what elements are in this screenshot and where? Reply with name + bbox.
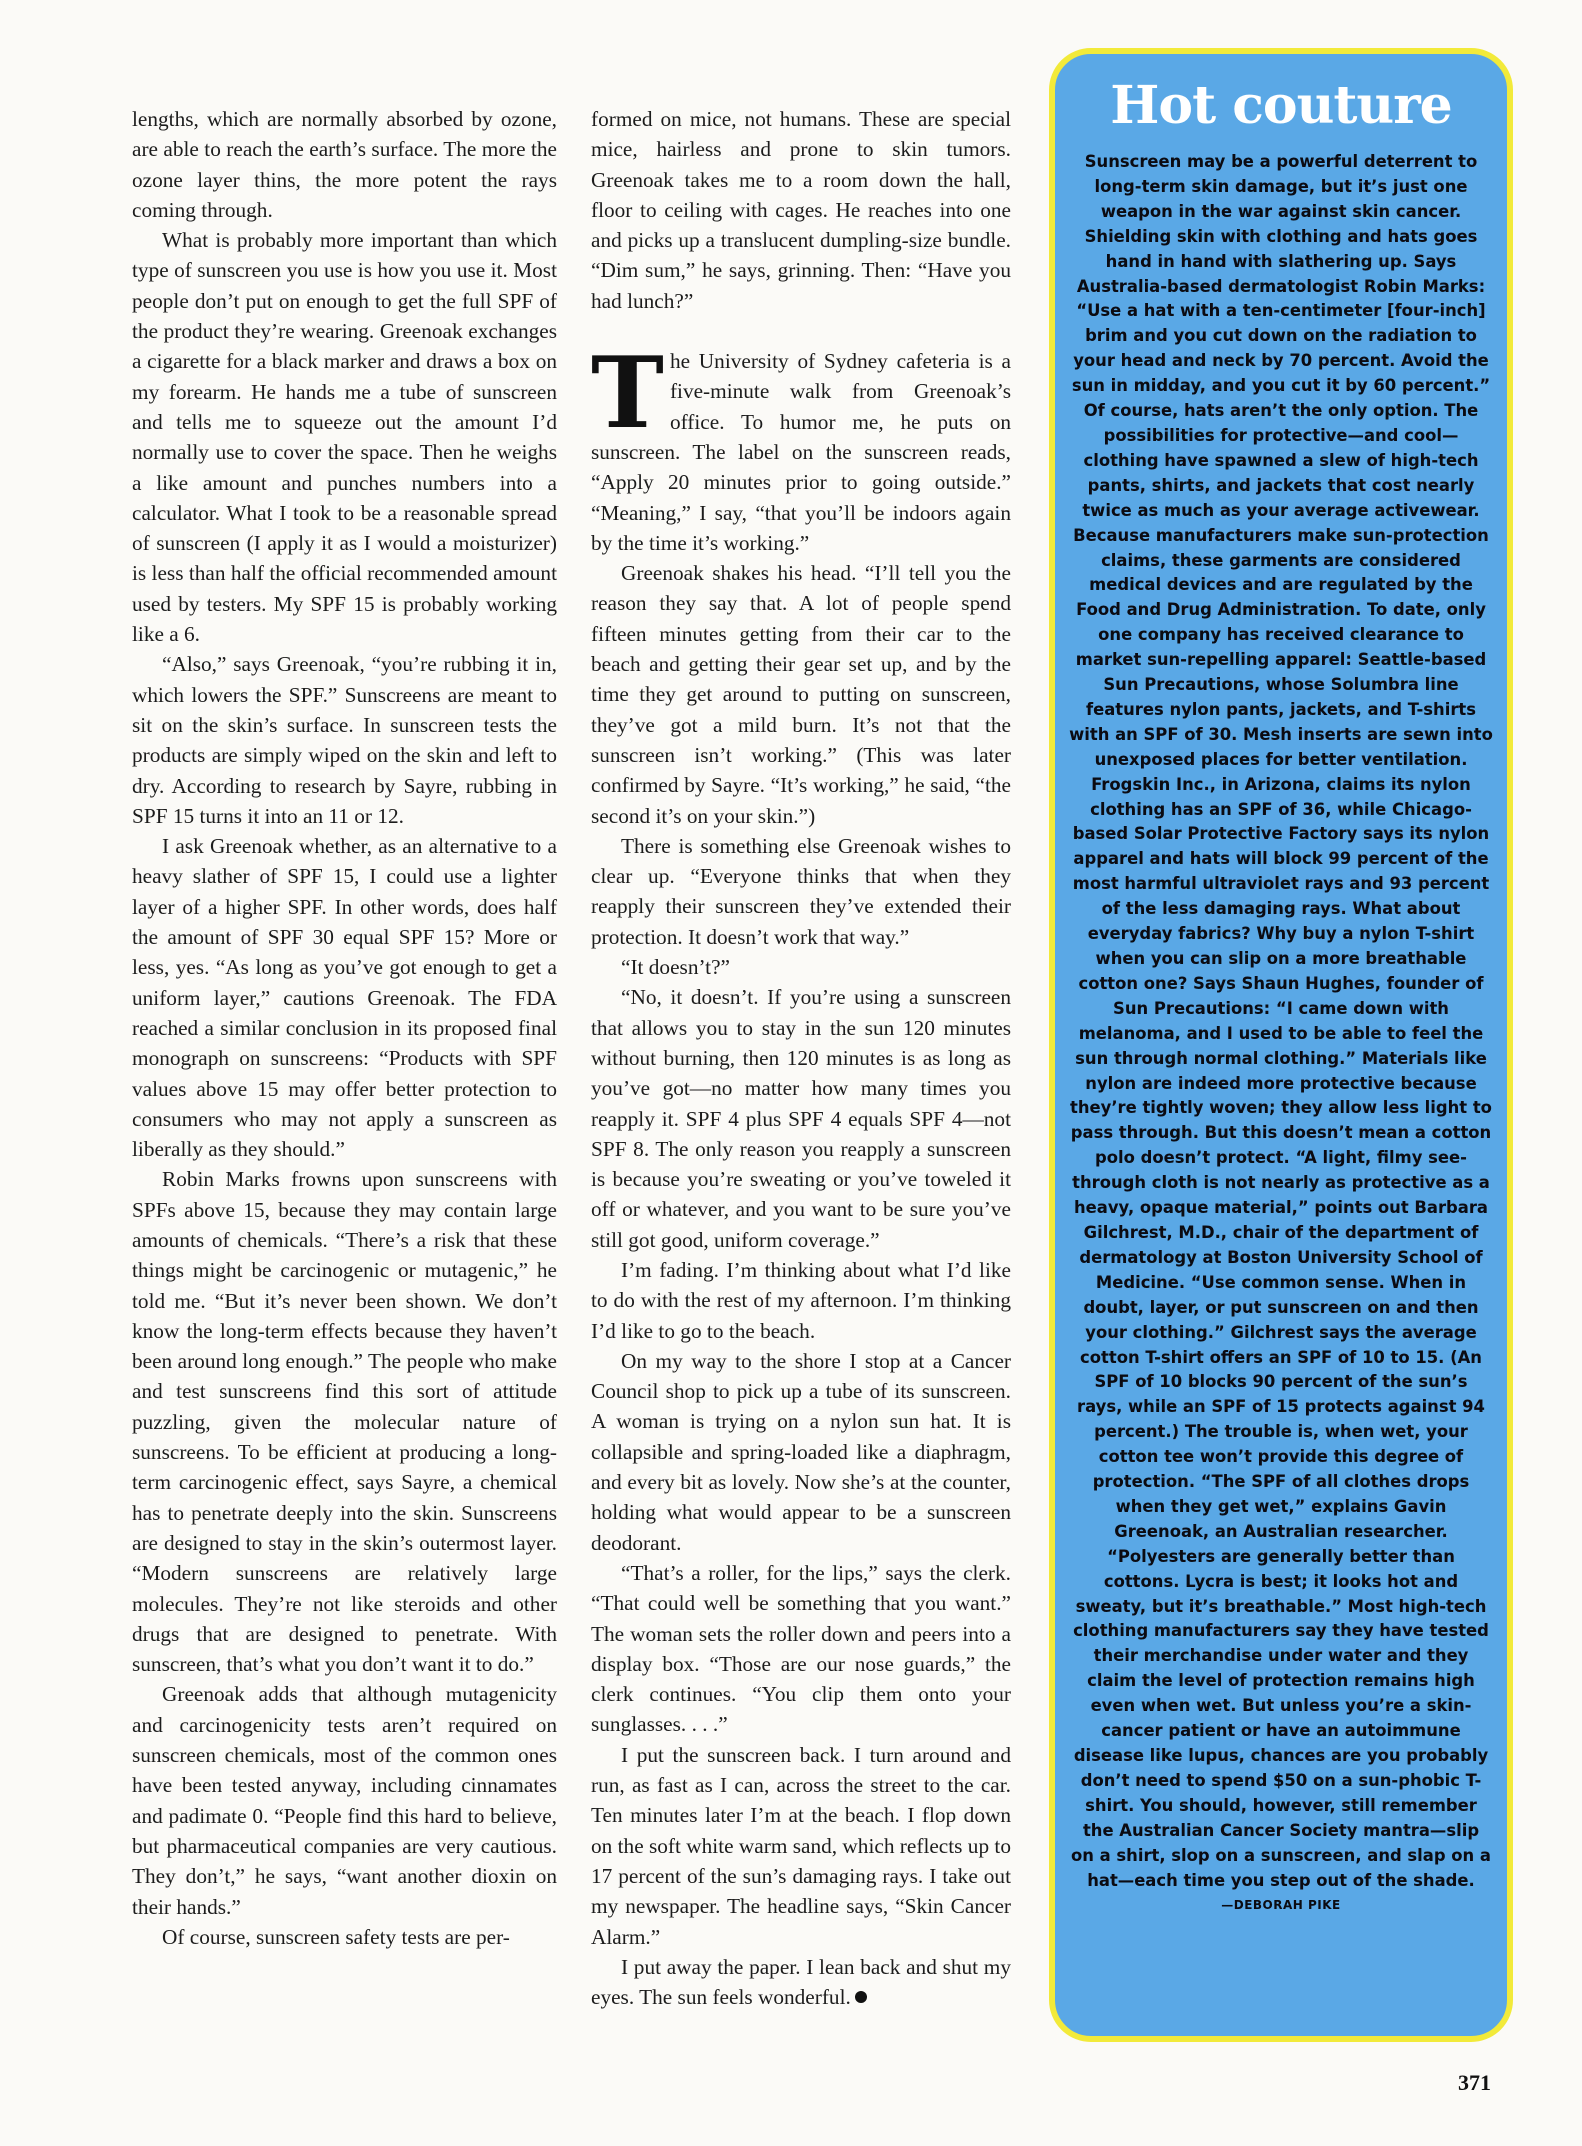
article-paragraph: “No, it doesn’t. If you’re using a sunscreen that allows you to stay in the sun 120 minutes without burning, then 120 minutes is as long as you’ve got—no matter how many times you reapply it. SPF 4 plus SPF 4 equals SPF 4—not SPF 8. The only reason you reapply a sunscreen is because you’re sweating or you’ve toweled it off or whatever, and you want to be sure you’ve still got good, uniform coverage.” <box>591 985 1011 1252</box>
end-mark-icon <box>855 1991 867 2003</box>
article-paragraph: Robin Marks frowns upon sunscreens with SPFs above 15, because they may contain large amounts of chemicals. “There’s a risk that these things might be carcinogenic or mutagenic,” he told me. “But it’s never been shown. We don’t know the long-term effects because they haven’t been around long enough.” The people who make and test sunscreens find this sort of attitude puzzling, given the molecular nature of sunscreens. To be efficient at producing a long-term carcinogenic effect, says Sayre, a chemical has to penetrate deeply into the skin. Sunscreens are designed to stay in the skin’s outermost layer. “Modern sunscreens are relatively large molecules. They’re not like steroids and other drugs that are designed to penetrate. With sunscreen, that’s what you don’t want it to do.” <box>132 1167 557 1677</box>
article-paragraph: Greenoak shakes his head. “I’ll tell you the reason they say that. A lot of people spend fifteen minutes getting from their car to the beach and getting their gear set up, and by the time they get around to putting on sunscreen, they’ve got a mild burn. It’s not that the sunscreen isn’t working.” (This was later confirmed by Sayre. “It’s working,” he said, “the second it’s on your skin.”) <box>591 561 1011 828</box>
article-paragraph: “That’s a roller, for the lips,” says the clerk. “That could well be something that you want.” The woman sets the roller down and peers into a display box. “Those are our nose guards,” the clerk continues. “You clip them onto your sunglasses. . . .” <box>591 1560 1011 1737</box>
article-paragraph: I ask Greenoak whether, as an alternative to a heavy slather of SPF 15, I could use a lighter layer of a higher SPF. In other words, does half the amount of SPF 30 equal SPF 15? More or less, yes. “As long as you’ve got enough to get a uniform layer,” cautions Greenoak. The FDA reached a similar conclusion in its proposed final monograph on sunscreens: “Products with SPF values above 15 may offer better protection to consumers who may not apply a sunscreen as liberally as they should.” <box>132 834 557 1162</box>
sidebar-box <box>1049 48 1513 2042</box>
article-closing-paragraph <box>591 1952 1011 2013</box>
sidebar-body <box>1055 150 1507 1915</box>
article-paragraph: On my way to the shore I stop at a Cancer Council shop to pick up a tube of its sunscreen. A woman is trying on a nylon sun hat. It is collapsible and spring-loaded like a diaphragm, and every bit as lovely. Now she’s at the counter, holding what would appear to be a sunscreen deodorant. <box>591 1348 1011 1555</box>
article-paragraph: I’m fading. I’m thinking about what I’d like to do with the rest of my afternoon. I’m thinking I’d like to go to the beach. <box>591 1257 1011 1343</box>
sidebar-byline: —DEBORAH PIKE <box>1221 1898 1341 1913</box>
article-paragraph: Greenoak adds that although mutagenicity and carcinogenicity tests aren’t required on sunscreen chemicals, most of the common ones have been tested anyway, including cinnamates and padimate 0. “People find this hard to believe, but pharmaceutical companies are very cautious. They don’t,” he says, “want another dioxin on their hands.” <box>132 1682 557 1919</box>
article-paragraph: formed on mice, not humans. These are special mice, hairless and prone to skin tumors. Greenoak takes me to a room down the hall, floor to ceiling with cages. He reaches into one and picks up a translucent dumpling-size bundle. “Dim sum,” he says, grinning. Then: “Have you had lunch?” <box>591 107 1011 313</box>
sidebar-title: Hot couture <box>1110 75 1452 136</box>
dropcap-paragraph <box>591 336 1011 558</box>
article-paragraph: There is something else Greenoak wishes to clear up. “Everyone thinks that when they reapply their sunscreen they’ve extended their protection. It doesn’t work that way.” <box>591 833 1011 949</box>
article-paragraph: What is probably more important than which type of sunscreen you use is how you use it. Most people don’t put on enough to get the full SPF of the product they’re wearing. Greenoak exchanges a cigarette for a black marker and draws a box on my forearm. He hands me a tube of sunscreen and tells me to squeeze out the amount I’d normally use to cover the space. Then he weighs a like amount and punches numbers into a calculator. What I took to be a reasonable spread of sunscreen (I apply it as I would a moisturizer) is less than half the official recommended amount used by testers. My SPF 15 is probably working like a 6. <box>132 228 557 647</box>
dropcap-paragraph-text: he University of Sydney cafeteria is a five-minute walk from Greenoak’s office. To humor me, he puts on sunscreen. The label on the sunscreen reads, “Apply 20 minutes prior to going outside.” “Meaning,” I say, “that you’ll be indoors again by the time it’s working.” <box>591 349 1011 555</box>
article-paragraph: “Also,” says Greenoak, “you’re rubbing it in, which lowers the SPF.” Sunscreens are meant to sit on the skin’s surface. In sunscreen tests the products are simply wiped on the skin and left to dry. According to research by Sayre, rubbing in SPF 15 turns it into an 11 or 12. <box>132 652 557 828</box>
article-paragraph: I put the sunscreen back. I turn around and run, as fast as I can, across the street to the car. Ten minutes later I’m at the beach. I flop down on the soft white warm sand, which reflects up to 17 percent of the sun’s damaging rays. I take out my newspaper. The headline says, “Skin Cancer Alarm.” <box>591 1742 1011 1949</box>
article-column-1 <box>132 104 557 1952</box>
article-paragraph: lengths, which are normally absorbed by ozone, are able to reach the earth’s surface. The more the ozone layer thins, the more potent the rays coming through. <box>132 107 557 222</box>
closing-text: I put away the paper. I lean back and shut my eyes. The sun feels wonderful. <box>591 1954 1011 2010</box>
page-number: 371 <box>1458 2070 1491 2095</box>
sidebar-paragraph: Sunscreen may be a powerful deterrent to long-term skin damage, but it’s just one weapon in the war against skin cancer. Shielding skin with clothing and hats goes hand in hand with slathering up. Says Australia-based dermatologist Robin Marks: “Use a hat with a ten-centimeter [four-inch] brim and you cut down on the radiation to your head and neck by 70 percent. Avoid the sun in midday, and you cut it by 60 percent.” <box>1071 152 1491 396</box>
article-paragraph: Of course, sunscreen safety tests are per- <box>162 1924 510 1949</box>
article-column-2 <box>591 104 1011 2012</box>
article-paragraph: “It doesn’t?” <box>621 955 731 980</box>
dropcap-letter: T <box>591 336 664 452</box>
sidebar-paragraph: Of course, hats aren’t the only option. The possibilities for protective—and cool—clothing have spawned a slew of high-tech pants, shirts, and jackets that cost nearly twice as much as your average activewear. Because manufacturers make sun-protection claims, these garments are considered medical devices and are regulated by the Food and Drug Administration. To date, only one company has received clearance to market sun-repelling apparel: Seattle-based Sun Precautions, whose Solumbra line features nylon pants, jackets, and T-shirts with an SPF of 30. Mesh inserts are sewn into unexposed places for better ventilation. Frogskin Inc., in Arizona, claims its nylon clothing has an SPF of 36, while Chicago-based Solar Protective Factory says its nylon apparel and hats will block 99 percent of the most harmful ultraviolet rays and 93 percent of the less damaging rays. What about everyday fabrics? Why buy a nylon T-shirt when you can slip on a more breathable cotton one? Says Shaun Hughes, founder of Sun Precautions: “I came down with melanoma, and I used to be able to feel the sun through normal clothing.” Materials like nylon are indeed more protective because they’re tightly woven; they allow less light to pass through. But this doesn’t mean a cotton polo doesn’t protect. “A light, filmy see-through cloth is not nearly as protective as a heavy, opaque material,” points out Barbara Gilchrest, M.D., chair of the department of dermatology at Boston University School of Medicine. “Use common sense. When in doubt, layer, or put sunscreen on and then your clothing.” Gilchrest says the average cotton T-shirt offers an SPF of 10 to 15. (An SPF of 10 blocks 90 percent of the sun’s rays, while an SPF of 15 protects against 94 percent.) The trouble is, when wet, your cotton tee won’t provide this degree of protection. “The SPF of all clothes drops when they get wet,” explains Gavin Greenoak, an Australian researcher. “Polyesters are generally better than cottons. Lycra is best; it looks hot and sweaty, but it’s breathable.” Most high-tech clothing manufacturers say they have tested their merchandise under water and they claim the level of protection remains high even when wet. But unless you’re a skin-cancer patient or have an autoimmune disease like lupus, chances are you probably don’t need to spend $50 on a sun-phobic T-shirt. You should, however, still remember the Australian Cancer Society mantra—slip on a shirt, slop on a sunscreen, and slap on a hat—each time you step out of the shade. <box>1069 401 1493 1890</box>
